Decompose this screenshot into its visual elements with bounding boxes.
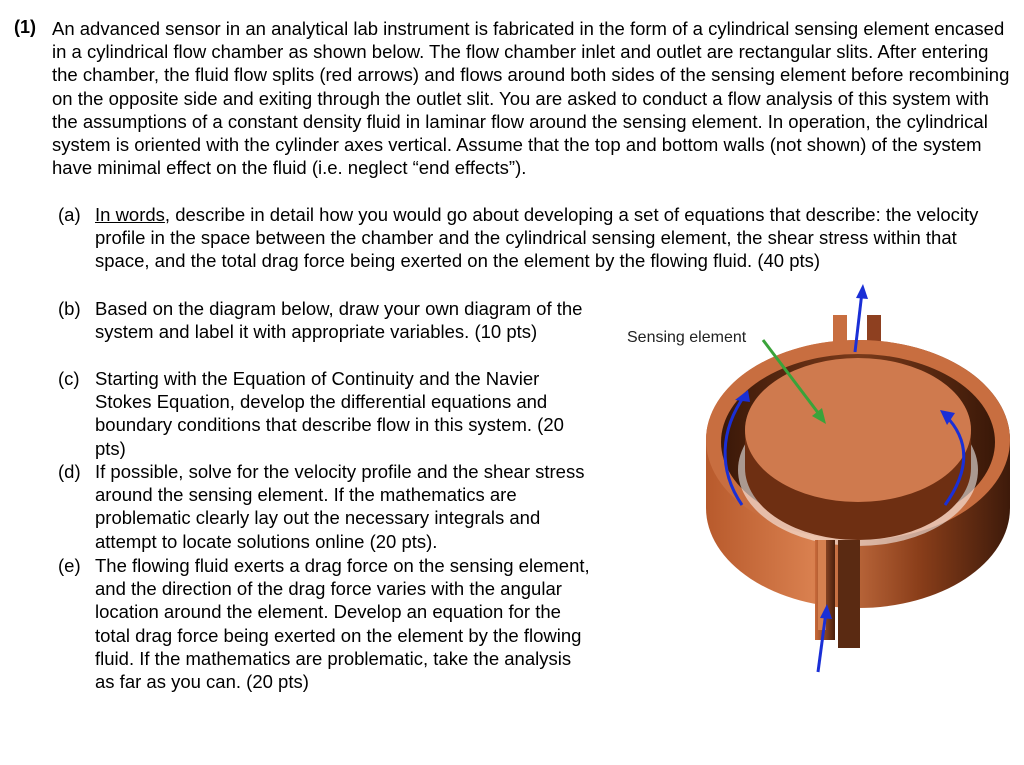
sensing-element-label: Sensing element	[627, 329, 747, 346]
part-e-label: (e)	[58, 555, 81, 576]
outlet-flow-arrowhead	[856, 284, 868, 299]
part-b-text: Based on the diagram below, draw your own diagram of the system and label it with appropriate variables. (10 pts)	[95, 298, 583, 343]
sensing-element-top	[745, 358, 971, 502]
part-d-label: (d)	[58, 461, 81, 482]
part-c-text: Starting with the Equation of Continuity and the Navier Stokes Equation, develop the differential equations and boundary conditions that describe flow in this system. (20 pts)	[95, 368, 564, 459]
part-a-label: (a)	[58, 204, 81, 225]
part-a-text	[95, 203, 1000, 273]
question-number: (1)	[14, 17, 36, 37]
question-intro: An advanced sensor in an analytical lab instrument is fabricated in the form of a cylindrical sensing element encased in a cylindrical flow chamber as shown below. The flow chamber inlet and outlet are rectangular slits. After entering the chamber, the fluid flow splits (red arrows) and flows around both sides of the sensing element before recombining on the opposite side and exiting through the outlet slit. You are asked to conduct a flow analysis of this system with the assumptions of a constant density fluid in laminar flow around the sensing element. In operation, the cylindrical system is oriented with the cylinder axes vertical. Assume that the top and bottom walls (not shown) of the system have minimal effect on the fluid (i.e. neglect “end effects”).	[52, 18, 1010, 179]
part-a-body: , describe in detail how you would go about developing a set of equations that describe: the velocity profile in the space between the chamber and the cylindrical sensing element, the shear stress within that space, and the total drag force being exerted on the element by the flowing fluid. (40 pts)	[95, 204, 979, 272]
flow-chamber-diagram	[600, 275, 1020, 695]
part-b-label: (b)	[58, 298, 81, 319]
part-e-text: The flowing fluid exerts a drag force on the sensing element, and the direction of the drag force varies with the angular location around the element. Develop an equation for the total drag force being exerted on the element by the flowing fluid. If the mathematics are problematic, take the analysis as far as you can. (20 pts)	[95, 555, 590, 693]
part-c-label: (c)	[58, 368, 80, 389]
part-d-text: If possible, solve for the velocity profile and the shear stress around the sensing element. If the mathematics are problematic clearly lay out the necessary integrals and attempt to locate solutions online (20 pts).	[95, 461, 585, 552]
part-a-emphasis: In words	[95, 204, 165, 225]
